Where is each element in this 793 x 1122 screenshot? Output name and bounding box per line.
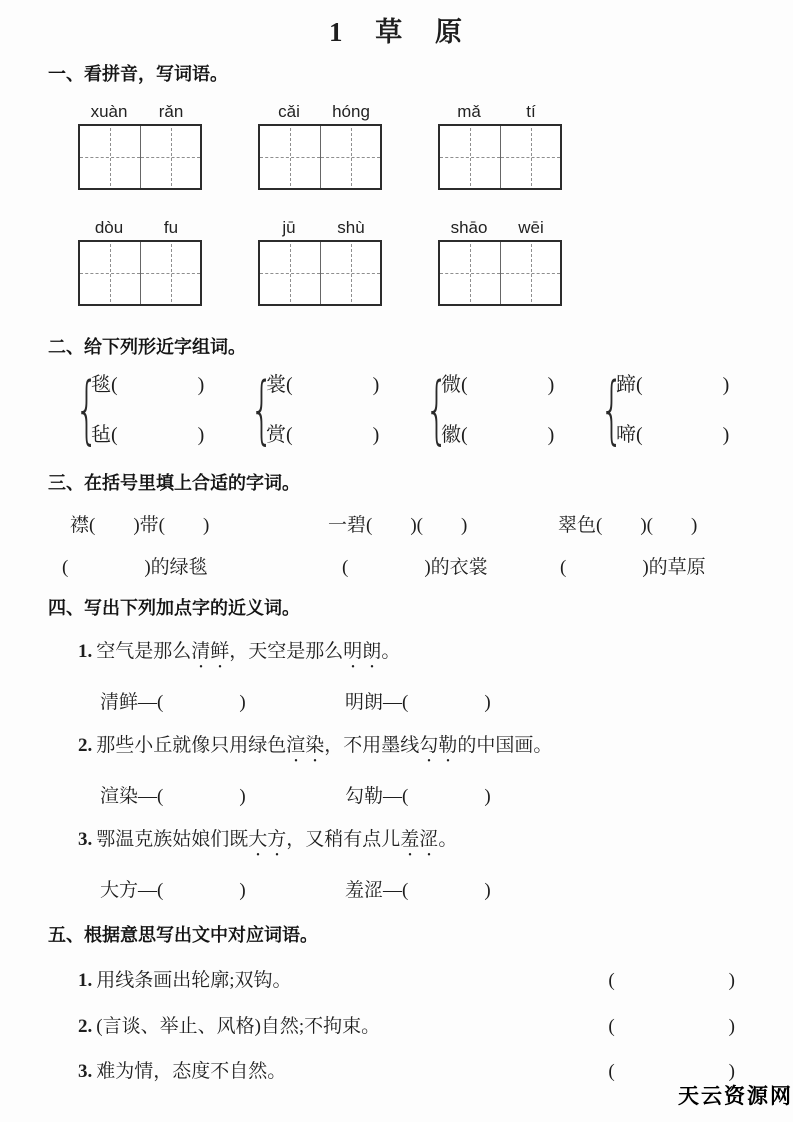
- pinyin-row-1: [78, 102, 793, 190]
- character-blank: 徽( ): [441, 424, 555, 446]
- pair-lines: [266, 372, 379, 448]
- pinyin-group: [438, 218, 562, 306]
- sentence-text: ，天空是那么: [229, 641, 344, 662]
- writing-cell: [260, 242, 320, 304]
- answer-line: [100, 785, 793, 809]
- meaning-item: [78, 1015, 735, 1039]
- character-blank: 啼( ): [616, 424, 730, 446]
- pinyin-syllable: tí: [526, 102, 536, 121]
- pinyin-syllable: xuàn: [90, 102, 128, 121]
- answer-blank: 羞涩—( ): [345, 880, 491, 901]
- emphasized-word: 勾勒: [419, 735, 458, 756]
- left-brace-icon: {: [250, 366, 274, 453]
- watermark: 天云资源网: [678, 1085, 793, 1108]
- emphasized-word: 羞涩: [400, 829, 439, 850]
- item-number: 3.: [78, 829, 93, 850]
- sentence: [78, 733, 793, 767]
- page-title: 1 草 原: [329, 17, 464, 47]
- answer-blank: ( ): [608, 1061, 735, 1082]
- fill-item: 襟( )带( ): [70, 515, 210, 536]
- meaning-item: [78, 1060, 735, 1084]
- pinyin-labels: [438, 218, 562, 238]
- writing-cell: [140, 242, 200, 304]
- pinyin-labels: [78, 102, 202, 122]
- pinyin-group: [258, 102, 382, 190]
- definition-text: (言谈、举止、风格)自然;不拘束。: [96, 1016, 381, 1037]
- writing-box: [258, 124, 382, 190]
- item-number: 2.: [78, 735, 93, 756]
- answer-line: [100, 691, 793, 715]
- pinyin-labels: [438, 102, 562, 122]
- answer-blank: 明朗—( ): [345, 692, 491, 713]
- emphasized-word: 明朗: [343, 641, 382, 662]
- writing-box: [78, 240, 202, 306]
- fill-in-blanks-block: [0, 494, 793, 594]
- item-number: 3.: [78, 1061, 93, 1082]
- writing-cell: [500, 126, 560, 188]
- sentence-text: 空气是那么: [96, 641, 192, 662]
- pinyin-syllable: dòu: [94, 218, 124, 237]
- meaning-text: [78, 969, 292, 993]
- character-blank: 赏( ): [266, 424, 380, 446]
- character-pair-group: [75, 366, 250, 453]
- answer-blank: 勾勒—( ): [345, 786, 491, 807]
- pinyin-row-2: [78, 218, 793, 306]
- pinyin-labels: [258, 218, 382, 238]
- character-blank: 毡( ): [91, 424, 205, 446]
- pair-lines: [441, 372, 554, 448]
- fill-item: 翠色( )( ): [558, 515, 698, 536]
- writing-cell: [80, 126, 140, 188]
- writing-cell: [320, 242, 380, 304]
- synonym-item: [78, 827, 793, 903]
- pinyin-syllable: mǎ: [457, 102, 481, 121]
- character-blank: 毯( ): [91, 374, 205, 396]
- answer-blank: 清鲜—( ): [100, 692, 246, 713]
- character-blank: 蹄( ): [616, 374, 730, 396]
- pinyin-group: [258, 218, 382, 306]
- left-brace-icon: {: [425, 366, 449, 453]
- character-pair-group: [600, 366, 775, 453]
- writing-cell: [320, 126, 380, 188]
- sentence: [78, 827, 793, 861]
- pair-lines: [616, 372, 729, 448]
- pinyin-group: [78, 102, 202, 190]
- item-number: 1.: [78, 641, 93, 662]
- section-4-header: 四、写出下列加点字的近义词。: [48, 598, 300, 618]
- meaning-item: [78, 969, 735, 993]
- item-number: 2.: [78, 1016, 93, 1037]
- sentence-text: 。: [381, 641, 401, 662]
- pinyin-syllable: shāo: [450, 218, 488, 237]
- answer-blank: ( ): [608, 1016, 735, 1037]
- writing-box: [78, 124, 202, 190]
- fill-item: 一碧( )( ): [328, 515, 468, 536]
- section-1-header: 一、看拼音，写词语。: [48, 64, 228, 84]
- pinyin-syllable: cǎi: [278, 102, 300, 121]
- compare-characters-row: [75, 366, 793, 453]
- writing-cell: [80, 242, 140, 304]
- meaning-text: [78, 1015, 380, 1039]
- character-blank: 微( ): [441, 374, 555, 396]
- fill-item: ( )的衣裳: [342, 557, 488, 578]
- pinyin-syllable: jū: [282, 218, 296, 237]
- pinyin-syllable: fu: [163, 218, 179, 237]
- sentence: [78, 639, 793, 673]
- pinyin-group: [438, 102, 562, 190]
- sentence-text: ，又稍有点儿: [286, 829, 401, 850]
- left-brace-icon: {: [600, 366, 624, 453]
- writing-box: [438, 124, 562, 190]
- writing-cell: [440, 126, 500, 188]
- definition-text: 用线条画出轮廓;双钩。: [96, 970, 292, 991]
- definition-text: 难为情，态度不自然。: [96, 1061, 287, 1082]
- answer-blank: 大方—( ): [100, 880, 246, 901]
- writing-cell: [500, 242, 560, 304]
- fill-item: ( )的绿毯: [62, 557, 208, 578]
- writing-cell: [440, 242, 500, 304]
- character-blank: 裳( ): [266, 374, 380, 396]
- pinyin-group: [78, 218, 202, 306]
- character-pair-group: [425, 366, 600, 453]
- sentence-text: 的中国画。: [457, 735, 553, 756]
- item-number: 1.: [78, 970, 93, 991]
- fill-item: ( )的草原: [560, 557, 706, 578]
- pinyin-syllable: hóng: [332, 102, 370, 121]
- pinyin-syllable: rǎn: [158, 102, 184, 121]
- pinyin-labels: [78, 218, 202, 238]
- synonym-item: [78, 733, 793, 809]
- sentence-text: 那些小丘就像只用绿色: [96, 735, 287, 756]
- writing-box: [258, 240, 382, 306]
- synonym-item: [78, 639, 793, 715]
- pinyin-syllable: wēi: [518, 218, 544, 237]
- sentence-text: 。: [438, 829, 458, 850]
- emphasized-word: 清鲜: [191, 641, 230, 662]
- answer-blank: ( ): [608, 970, 735, 991]
- answer-line: [100, 879, 793, 903]
- pinyin-syllable: shù: [337, 218, 365, 237]
- left-brace-icon: {: [75, 366, 99, 453]
- section-3-header: 三、在括号里填上合适的字词。: [48, 473, 300, 493]
- writing-cell: [140, 126, 200, 188]
- pair-lines: [91, 372, 204, 448]
- pinyin-labels: [258, 102, 382, 122]
- emphasized-word: 渲染: [286, 735, 325, 756]
- sentence-text: 鄂温克族姑娘们既: [96, 829, 249, 850]
- section-5-header: 五、根据意思写出文中对应词语。: [48, 925, 318, 945]
- meaning-text: [78, 1060, 286, 1084]
- writing-box: [438, 240, 562, 306]
- character-pair-group: [250, 366, 425, 453]
- section-2-header: 二、给下列形近字组词。: [48, 337, 246, 357]
- writing-cell: [260, 126, 320, 188]
- sentence-text: ，不用墨线: [324, 735, 420, 756]
- emphasized-word: 大方: [248, 829, 287, 850]
- answer-blank: 渲染—( ): [100, 786, 246, 807]
